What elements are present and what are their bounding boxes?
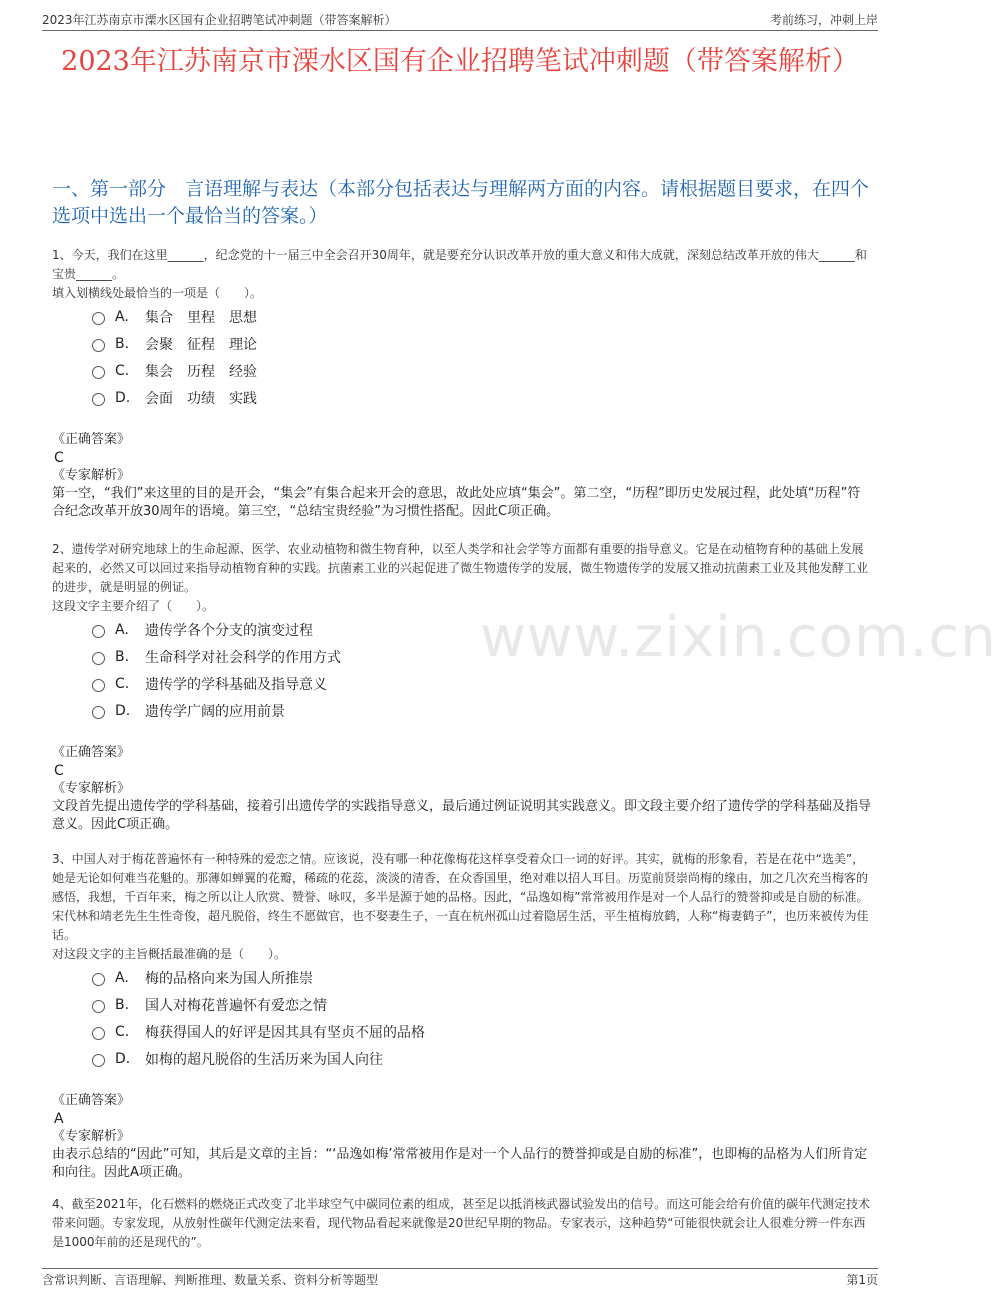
option-c[interactable]	[92, 357, 872, 384]
answer-heading: 《正确答案》	[52, 1093, 131, 1108]
radio-button[interactable]	[92, 339, 105, 352]
explanation-heading: 《专家解析》	[52, 468, 131, 483]
option-text: 国人对梅花普遍怀有爱恋之情	[145, 997, 327, 1014]
option-label: C.	[115, 362, 130, 379]
answer-value: C	[54, 763, 64, 779]
option-c[interactable]	[92, 1018, 872, 1045]
watermark: www.zixin.com.cn	[480, 605, 997, 670]
radio-button[interactable]	[92, 1027, 105, 1040]
question-stem: 1、今天，我们在这里______，纪念党的十一届三中全会召开30周年，就是要充分认识改革开放的重大意义和伟大成就，深刻总结改革开放的伟大______和宝贵______。	[52, 248, 867, 281]
option-text: 集会 历程 经验	[145, 363, 257, 380]
option-d[interactable]	[92, 384, 872, 411]
page-number: 第1页	[846, 1272, 878, 1287]
radio-button[interactable]	[92, 625, 105, 638]
question-stem: 3、中国人对于梅花普遍怀有一种特殊的爱恋之情。应该说，没有哪一种花像梅花这样享受着众口一词的好评。其实，就梅的形象看，若是在花中“选美”，她是无论如何难当花魁的。那薄如蝉翼的花瓣，稀疏的花蕊，淡淡的清香，在众香国里，绝对难以招人耳目。历览前贤崇尚梅的缘由，加之几次充当梅客的感悟，我想，千百年来，梅之所以让人欣赏、赞誉、咏叹，多半是源于她的品格。因此，“品逸如梅”常常被用作是对一个人品行的赞誉抑或是自励的标准。宋代林和靖老先生生性奇俊，超凡脱俗，终生不愿做官，也不娶妻生子，一直在杭州孤山过着隐居生活，平生植梅放鹤，人称“梅妻鹤子”，也历来被传为佳话。	[52, 852, 869, 942]
explanation-text: 第一空，“我们”来这里的目的是开会，“集会”有集合起来开会的意思，故此处应填“集会”。第二空，“历程”即历史发展过程，此处填“历程”符合纪念改革开放30周年的语境。第三空，“总结宝贵经验”为习惯性搭配。因此C项正确。	[52, 486, 861, 519]
question-3	[52, 850, 872, 1182]
option-d[interactable]	[92, 697, 872, 724]
section-heading: 一、第一部分 言语理解与表达（本部分包括表达与理解两方面的内容。请根据题目要求，在四个选项中选出一个最恰当的答案。）	[52, 178, 870, 227]
radio-button[interactable]	[92, 312, 105, 325]
answer-heading: 《正确答案》	[52, 432, 131, 447]
header-right: 考前练习，冲刺上岸	[769, 12, 878, 27]
question-2	[52, 540, 872, 834]
question-prompt: 这段文字主要介绍了（ ）。	[52, 599, 215, 613]
answer-value: C	[54, 450, 64, 466]
explanation-heading: 《专家解析》	[52, 1129, 131, 1144]
option-label: B.	[115, 648, 130, 665]
option-c[interactable]	[92, 670, 872, 697]
explanation-text: 文段首先提出遗传学的学科基础，接着引出遗传学的实践指导意义，最后通过例证说明其实践意义。即文段主要介绍了遗传学的学科基础及指导意义。因此C项正确。	[52, 799, 872, 832]
option-label: A.	[115, 969, 129, 986]
radio-button[interactable]	[92, 706, 105, 719]
option-a[interactable]	[92, 303, 872, 330]
answer-heading: 《正确答案》	[52, 745, 131, 760]
option-label: C.	[115, 1023, 130, 1040]
option-text: 集合 里程 思想	[145, 309, 257, 326]
option-b[interactable]	[92, 991, 872, 1018]
document-title: 2023年江苏南京市溧水区国有企业招聘笔试冲刺题（带答案解析）	[61, 46, 859, 77]
option-label: A.	[115, 308, 129, 325]
radio-button[interactable]	[92, 679, 105, 692]
option-label: D.	[115, 389, 131, 406]
option-text: 遗传学的学科基础及指导意义	[145, 676, 327, 693]
question-4	[52, 1195, 872, 1252]
radio-button[interactable]	[92, 1000, 105, 1013]
option-label: C.	[115, 675, 130, 692]
question-prompt: 填入划横线处最恰当的一项是（ ）。	[52, 286, 263, 300]
footer-left: 含常识判断、言语理解、判断推理、数量关系、资料分析等题型	[42, 1272, 379, 1287]
radio-button[interactable]	[92, 366, 105, 379]
option-b[interactable]	[92, 330, 872, 357]
option-text: 生命科学对社会科学的作用方式	[145, 649, 341, 666]
option-a[interactable]	[92, 964, 872, 991]
question-1	[52, 246, 872, 521]
answer-value: A	[54, 1111, 64, 1127]
option-text: 会面 功绩 实践	[145, 390, 257, 407]
page-footer	[42, 1268, 878, 1289]
question-stem: 4、截至2021年，化石燃料的燃烧正式改变了北半球空气中碳同位素的组成，甚至足以抵消核武器试验发出的信号。而这可能会给有价值的碳年代测定技术带来问题。专家发现，从放射性碳年代测定法来看，现代物品看起来就像是20世纪早期的物品。专家表示，这种趋势“可能很快就会让人很难分辨一件东西是1000年前的还是现代的”。	[52, 1197, 871, 1249]
explanation-text: 由表示总结的“因此”可知，其后是文章的主旨：“‘品逸如梅’常常被用作是对一个人品行的赞誉抑或是自励的标准”，也即梅的品格为人们所肯定和向往。因此A项正确。	[52, 1147, 868, 1180]
radio-button[interactable]	[92, 393, 105, 406]
option-a[interactable]	[92, 616, 872, 643]
option-d[interactable]	[92, 1045, 872, 1072]
header-left: 2023年江苏南京市溧水区国有企业招聘笔试冲刺题（带答案解析）	[42, 12, 397, 27]
option-text: 遗传学广阔的应用前景	[145, 703, 285, 720]
radio-button[interactable]	[92, 652, 105, 665]
option-text: 会聚 征程 理论	[145, 336, 257, 353]
page-header	[42, 8, 878, 31]
option-text: 遗传学各个分支的演变过程	[145, 622, 313, 639]
option-label: B.	[115, 335, 130, 352]
option-label: A.	[115, 621, 129, 638]
option-label: D.	[115, 1050, 131, 1067]
option-text: 梅获得国人的好评是因其具有坚贞不屈的品格	[145, 1024, 425, 1041]
option-b[interactable]	[92, 643, 872, 670]
question-prompt: 对这段文字的主旨概括最准确的是（ ）。	[52, 947, 287, 961]
radio-button[interactable]	[92, 1054, 105, 1067]
explanation-heading: 《专家解析》	[52, 781, 131, 796]
option-text: 如梅的超凡脱俗的生活历来为国人向往	[145, 1051, 383, 1068]
option-label: B.	[115, 996, 130, 1013]
question-stem: 2、遗传学对研究地球上的生命起源、医学、农业动植物和微生物育种，以至人类学和社会学等方面都有重要的指导意义。它是在动植物育种的基础上发展起来的，必然又可以回过来指导动植物育种的实践。抗菌素工业的兴起促进了微生物遗传学的发展，微生物遗传学的发展又推动抗菌素工业及其他发酵工业的进步，就是明显的例证。	[52, 542, 869, 594]
option-label: D.	[115, 702, 131, 719]
radio-button[interactable]	[92, 973, 105, 986]
option-text: 梅的品格向来为国人所推崇	[145, 970, 313, 987]
